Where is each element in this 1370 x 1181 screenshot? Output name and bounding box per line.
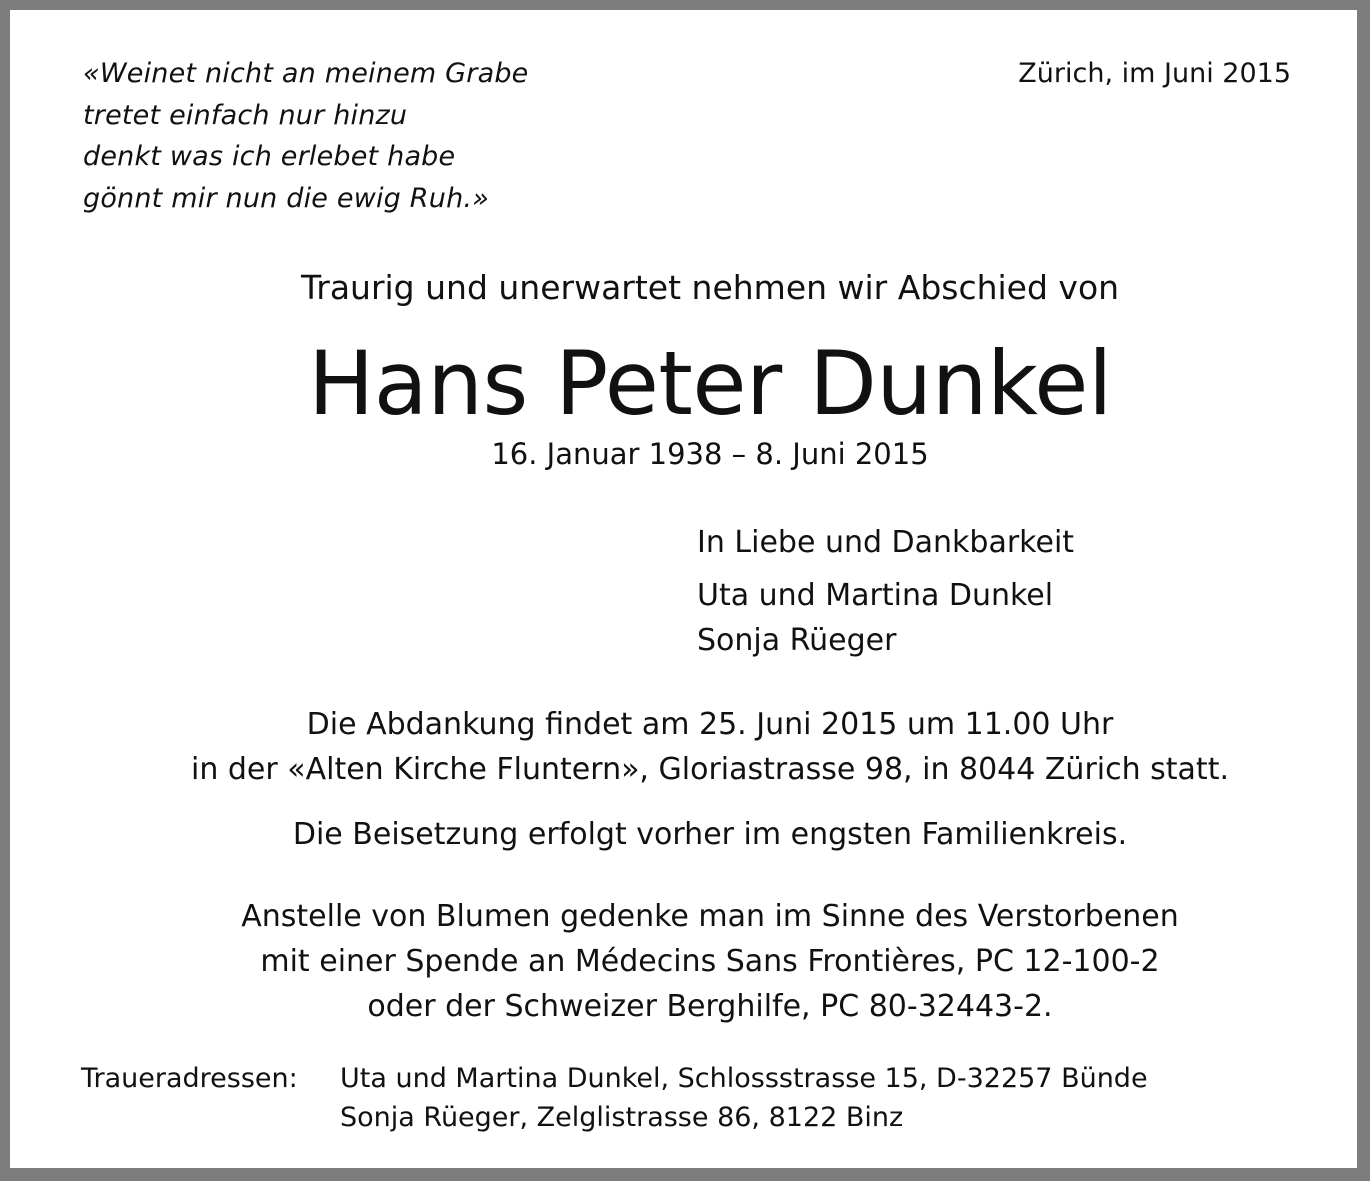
- addresses-label: Traueradressen:: [81, 1063, 298, 1094]
- donation-line: oder der Schweizer Berghilfe, PC 80-32443-2.: [367, 989, 1053, 1024]
- donation-line: Anstelle von Blumen gedenke man im Sinne des Verstorbenen: [241, 899, 1179, 934]
- address-line: Uta und Martina Dunkel, Schlossstrasse 15, D-32257 Bünde: [340, 1063, 1148, 1094]
- donation-line: mit einer Spende an Médecins Sans Frontières, PC 12-100-2: [260, 944, 1160, 979]
- intro-text: Traurig und unerwartet nehmen wir Abschied von: [300, 268, 1120, 307]
- quote-line: «Weinet nicht an meinem Grabe: [83, 58, 529, 89]
- ceremony-line: in der «Alten Kirche Fluntern», Gloriastrasse 98, in 8044 Zürich statt.: [191, 752, 1229, 787]
- family-name: Sonja Rüeger: [697, 623, 897, 658]
- quote-line: gönnt mir nun die ewig Ruh.»: [83, 183, 490, 214]
- address-line: Sonja Rüeger, Zelglistrasse 86, 8122 Binz: [340, 1102, 904, 1133]
- place-date: Zürich, im Juni 2015: [1018, 58, 1291, 89]
- obituary-page: [10, 10, 1357, 1168]
- burial-text: Die Beisetzung erfolgt vorher im engsten Familienkreis.: [292, 817, 1128, 852]
- family-name: Uta und Martina Dunkel: [697, 578, 1054, 613]
- deceased-name: Hans Peter Dunkel: [308, 332, 1112, 435]
- dedication: In Liebe und Dankbarkeit: [697, 525, 1075, 560]
- ceremony-line: Die Abdankung findet am 25. Juni 2015 um 11.00 Uhr: [306, 707, 1114, 742]
- quote-line: denkt was ich erlebet habe: [83, 141, 456, 172]
- quote-line: tretet einfach nur hinzu: [83, 100, 408, 131]
- life-dates: 16. Januar 1938 – 8. Juni 2015: [491, 437, 929, 471]
